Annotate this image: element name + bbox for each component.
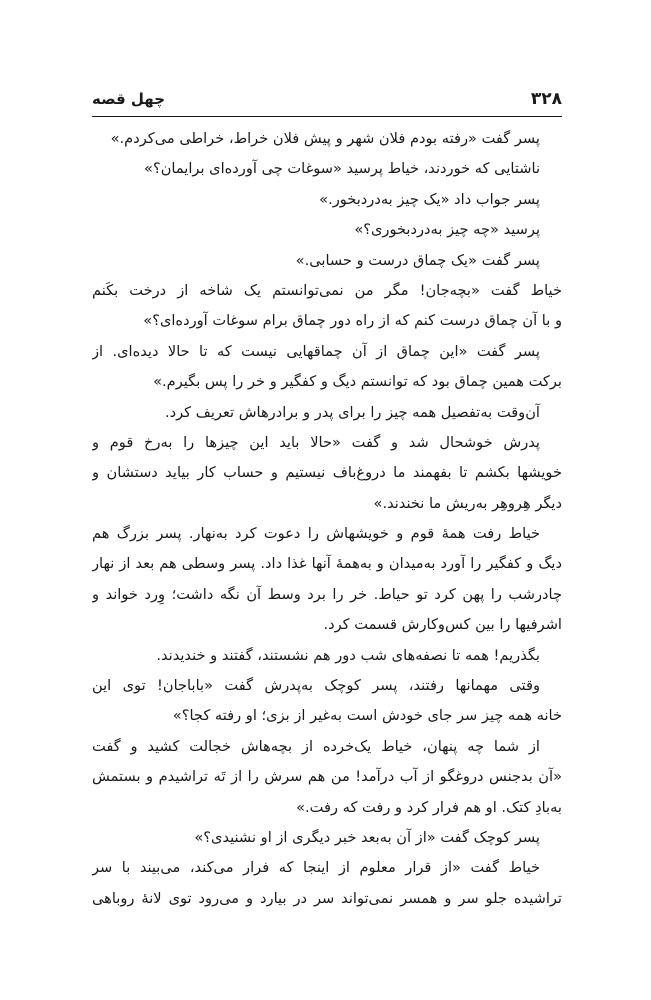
- text-line: پرسید «چه چیز به‌دردبخوری؟»: [354, 221, 540, 239]
- text-line: بگذریم! همه تا نصفه‌های شب دور هم نشستند، گفتند و خندیدند.: [156, 646, 540, 664]
- text-line: پدرش خوشحال شد و گفت «حالا باید این چیزها را به‌رخ قوم و: [92, 433, 540, 451]
- running-title: چهل قصه: [92, 90, 166, 108]
- text-line: ناشتایی که خوردند، خیاط پرسید «سوغات چی آورده‌ای برایمان؟»: [144, 160, 540, 178]
- text-line: خیاط گفت «از قرار معلوم از اینجا که فرار می‌کند، می‌بیند با سر: [92, 859, 540, 877]
- page-header: [92, 88, 562, 112]
- text-line: تراشیده جلو سر و همسر نمی‌تواند سر در بیارد و می‌رود توی لانهٔ روباهی: [92, 889, 562, 907]
- page-number: ۳۲۸: [530, 89, 562, 109]
- text-line: چادرشب را پهن کرد تو حیاط. خر را برد وسط آن نگه داشت؛ وِرد خواند و: [92, 585, 562, 603]
- text-line: خیاط رفت همهٔ قوم و خویشهاش را دعوت کرد به‌نهار. پسر بزرگ هم: [92, 525, 540, 543]
- text-line: دیگر هِروهِر به‌ریش ما نخندند.»: [373, 494, 562, 512]
- body-text: [92, 124, 562, 914]
- text-line: خانه همه چیز سر جای خودش است به‌غیر از بزی؛ او رفته کجا؟»: [172, 707, 562, 725]
- text-line: خیاط گفت «بچه‌جان! مگر من نمی‌توانستم یک شاخه از درخت بکَنم: [92, 281, 562, 299]
- text-line: پسر گفت «رفته بودم فلان شهر و پیش فلان خراط، خراطی می‌کردم.»: [110, 130, 540, 147]
- text-line: وقتی مهمانها رفتند، پسر کوچک به‌پدرش گفت «باباجان! توی این: [92, 677, 540, 695]
- text-line: از شما چه پنهان، خیاط یک‌خرده از بچه‌هاش خجالت کشید و گفت: [92, 737, 540, 755]
- header-rule: [92, 116, 562, 117]
- text-line: برکت همین چماق بود که توانستم دیگ و کفگیر و خر را پس بگیرم.»: [153, 373, 562, 391]
- text-line: و با آن چماق درست کنم که از راه دور چماق برام سوغات آورده‌ای؟»: [143, 312, 562, 330]
- text-line: آن‌وقت به‌تفصیل همه چیز را برای پدر و برادرهاش تعریف کرد.: [164, 403, 540, 421]
- text-line: به‌بادِ کتک. او هم فرار کرد و رفت که رفت.»: [296, 798, 562, 816]
- text-line: پسر گفت «یک چماق درست و حسابی.»: [295, 251, 540, 269]
- text-line: پسر جواب داد «یک چیز به‌دردبخور.»: [319, 190, 540, 208]
- text-line: «آن بدجنس دروغگو از آب درآمد! من هم سرش را از تَه تراشیدم و بستمش: [92, 768, 562, 786]
- text-line: خویشها بکشم تا بفهمند ما دروغ‌باف نیستیم و حساب کار بیاید دستشان و: [92, 464, 562, 482]
- text-line: پسر کوچک گفت «از آن به‌بعد خبر دیگری از او نشنیدی؟»: [194, 828, 540, 846]
- text-line: دیگ و کفگیر را آورد به‌میدان و به‌همهٔ آنها غذا داد. پسر وسطی هم بعد از نهار: [92, 555, 562, 573]
- text-line: اشرفیها را بین کس‌وکارش قسمت کرد.: [323, 616, 562, 634]
- text-line: پسر گفت «این چماق از آن چماقهایی نیست که تا حالا دیده‌ای. از: [92, 342, 540, 360]
